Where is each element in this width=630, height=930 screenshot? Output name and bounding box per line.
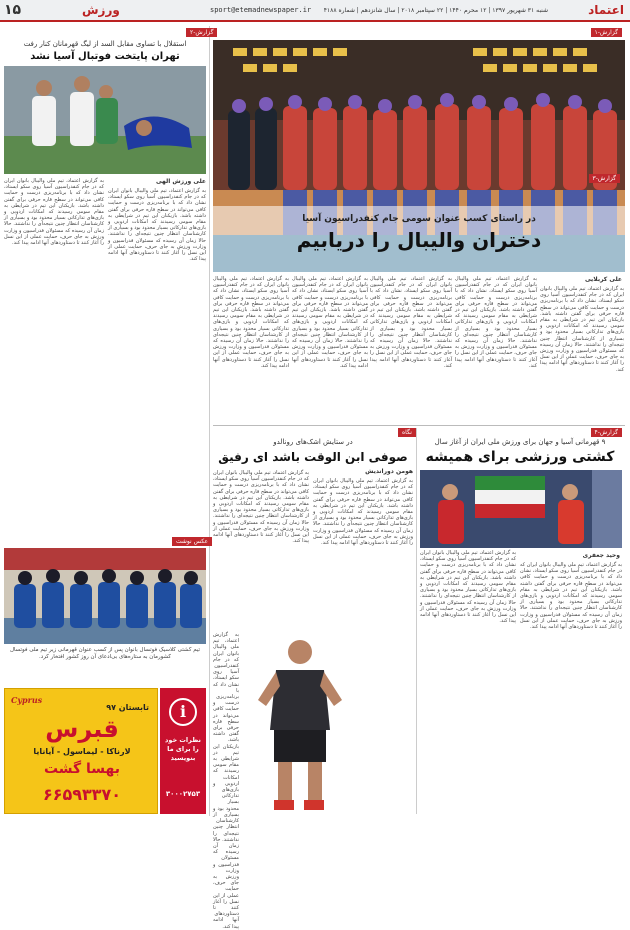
dateline: شنبه ۳۱ شهریور ۱۳۹۷ | ۱۲ محرم ۱۴۴۰ | ۲۲ سپتامبر ۲۰۱۸ | سال شانزدهم | شماره ۴۱۸۸ [323,7,548,14]
wrestling-kicker: ۹ قهرمانی آسیا و جهان برای ورزش ملی ایران از آغاز سال [434,438,606,446]
wrestling-body-col-2: به گزارش اعتماد، تیم ملی والیبال بانوان ایران که در جام کنفدراسیون آسیا روی سکو ایستاد، نشان داد که با برنامه‌ریزی درست و حمایت کافی می‌تواند در سطح قاره حرفی برای گفتن داشته باشد. بازیکنان این تیم در شرایطی به مقام سومی رسیدند که امکانات اردویی و بازی‌های تدارکاتی بسیار محدود بود و بسیاری از کارشناسان انتظار چنین نتیجه‌ای را نداشتند. حالا زمان آن رسیده که مسئولان فدراسیون و وزارت ورزش به جای حرف، حمایت عملی از این نسل را آغاز کنند تا دستاوردهای آنها ادامه پیدا کند. [420,550,516,625]
section-email[interactable]: sport@etemadnewspaper.ir [210,6,312,14]
main-author: علی کربلایی [584,276,622,283]
wrestling-author: وحید جعفری [582,552,620,559]
main-body-col-1: به گزارش اعتماد، تیم ملی والیبال بانوان ایران که در جام کنفدراسیون آسیا روی سکو ایستاد، نشان داد که با برنامه‌ریزی درست و حمایت کافی می‌تواند در سطح قاره حرفی برای گفتن داشته باشد. بازیکنان این تیم در شرایطی به مقام سومی رسیدند که امکانات اردویی و بازی‌های تدارکاتی بسیار محدود بود و بسیاری از کارشناسان انتظار چنین نتیجه‌ای را نداشتند. حالا زمان آن رسیده که مسئولان فدراسیون و وزارت ورزش به جای حرف، حمایت عملی از این نسل را آغاز کنند تا دستاوردهای آنها ادامه پیدا کند. [540,286,624,373]
info-icon: i [169,698,197,726]
left-tag: گزارش-۲ [186,28,217,37]
ad-phone[interactable]: ۶۶۵۹۳۳۷۰ [42,785,122,804]
ad-title: قبرس [45,715,119,743]
section-title: ورزش [82,3,120,17]
feedback-notice-ad[interactable] [160,688,206,814]
football-photo [4,66,206,174]
wrestling-body-col-1: به گزارش اعتماد، تیم ملی والیبال بانوان ایران که در جام کنفدراسیون آسیا روی سکو ایستاد، نشان داد که با برنامه‌ریزی درست و حمایت کافی می‌تواند در سطح قاره حرفی برای گفتن داشته باشد. بازیکنان این تیم در شرایطی به مقام سومی رسیدند که امکانات اردویی و بازی‌های تدارکاتی بسیار محدود بود و بسیاری از کارشناسان انتظار چنین نتیجه‌ای را نداشتند. حالا زمان آن رسیده که مسئولان فدراسیون و وزارت ورزش به جای حرف، حمایت عملی از این نسل را آغاز کنند تا دستاوردهای آنها ادامه پیدا کند. [520,562,622,631]
main-kicker: در راستای کسب عنوان سومی جام کنفدراسیون آسیا [302,214,536,224]
photo-tag: گزارش-۳ [589,174,620,183]
ronaldo-headline: صوفی ابن الوقت باشد ای رفیق [218,450,408,464]
column-divider [209,26,210,816]
wrestling-photo-art [420,470,622,548]
left-body-col-1: به گزارش اعتماد، تیم ملی والیبال بانوان ایران که در جام کنفدراسیون آسیا روی سکو ایستاد، نشان داد که با برنامه‌ریزی درست و حمایت کافی می‌تواند در سطح قاره حرفی برای گفتن داشته باشد. بازیکنان این تیم در شرایطی به مقام سومی رسیدند که امکانات اردویی و بازی‌های تدارکاتی بسیار محدود بود و بسیاری از کارشناسان انتظار چنین نتیجه‌ای را نداشتند. حالا زمان آن رسیده که مسئولان فدراسیون و وزارت ورزش به جای حرف، حمایت عملی از این نسل را آغاز کنند تا دستاوردهای آنها ادامه پیدا کند. [108,188,206,263]
ronaldo-kicker: در ستایش اشک‌های رونالدو [273,438,353,446]
ronaldo-tag: نگاه [398,428,416,437]
wrestling-photo [420,470,622,548]
futsal-photo-art [4,548,206,644]
ronaldo-body-col-2: به گزارش اعتماد، تیم ملی والیبال بانوان ایران که در جام کنفدراسیون آسیا روی سکو ایستاد، نشان داد که با برنامه‌ریزی درست و حمایت کافی می‌تواند در سطح قاره حرفی برای گفتن داشته باشد. بازیکنان این تیم در شرایطی به مقام سومی رسیدند که امکانات اردویی و بازی‌های تدارکاتی بسیار محدود بود و بسیاری از کارشناسان انتظار چنین نتیجه‌ای را نداشتند. حالا زمان آن رسیده که مسئولان فدراسیون و وزارت ورزش به جای حرف، حمایت عملی از این نسل را آغاز کنند تا دستاوردهای آنها ادامه پیدا کند. [213,470,309,545]
page-number: ۱۵ [4,2,22,18]
futsal-tag: عکس نوشت [172,537,212,546]
left-body-col-2: به گزارش اعتماد، تیم ملی والیبال بانوان ایران که در جام کنفدراسیون آسیا روی سکو ایستاد، نشان داد که با برنامه‌ریزی درست و حمایت کافی می‌تواند در سطح قاره حرفی برای گفتن داشته باشد. بازیکنان این تیم در شرایطی به مقام سومی رسیدند که امکانات اردویی و بازی‌های تدارکاتی بسیار محدود بود و بسیاری از کارشناسان انتظار چنین نتیجه‌ای را نداشتند. حالا زمان آن رسیده که مسئولان فدراسیون و وزارت ورزش به جای حرف، حمایت عملی از این نسل را آغاز کنند تا دستاوردهای آنها ادامه پیدا کند. [4,178,104,247]
ad-cities: لارناکا - لیماسول - آیانایا [33,747,131,756]
main-headline: دختران والیبال را دریابیم [296,228,542,252]
story-tag: گزارش-۱ [591,28,622,37]
volleyball-team-photo [213,40,625,272]
wrestling-tag: گزارش-۴ [591,428,622,437]
ronaldo-photo [240,630,360,814]
ad-tagline: تابستان ۹۷ [106,703,149,712]
wrestling-headline: کشتی ورزشی برای همیشه [425,449,615,465]
ad-brand: Cyprus [11,695,43,705]
left-author: علی ورزش الهی [155,178,206,185]
notice-sms[interactable]: ۳۰۰۰۲۷۵۳ [165,790,201,798]
left-headline: تهران پایتخت فوتبال آسیا نشد [30,51,180,62]
column-divider [416,428,417,814]
ronaldo-photo-art [240,630,360,814]
ronaldo-body-col-3: به گزارش اعتماد، تیم ملی والیبال بانوان ایران که در جام کنفدراسیون آسیا روی سکو ایستاد، نشان داد که با برنامه‌ریزی درست و حمایت کافی می‌تواند در سطح قاره حرفی برای گفتن داشته باشد. بازیکنان این تیم در شرایطی به مقام سومی رسیدند که امکانات اردویی و بازی‌های تدارکاتی بسیار محدود بود و بسیاری از کارشناسان انتظار چنین نتیجه‌ای را نداشتند. حالا زمان آن رسیده که مسئولان فدراسیون و وزارت ورزش به جای حرف، حمایت عملی از این نسل را آغاز کنند تا دستاوردهای آنها ادامه پیدا کند. [213,632,239,930]
futsal-team-photo [4,548,206,644]
ronaldo-author: هومن دورانديش [365,468,413,475]
main-body-col-3: به گزارش اعتماد، تیم ملی والیبال بانوان ایران که در جام کنفدراسیون آسیا روی سکو ایستاد، نشان داد که با برنامه‌ریزی درست و حمایت کافی می‌تواند در سطح قاره حرفی برای گفتن داشته باشد. بازیکنان این تیم در شرایطی به مقام سومی رسیدند که امکانات اردویی و بازی‌های تدارکاتی بسیار محدود بود و بسیاری از کارشناسان انتظار چنین نتیجه‌ای را نداشتند. حالا زمان آن رسیده که مسئولان فدراسیون و وزارت ورزش به جای حرف، حمایت عملی از این نسل را آغاز کنند تا دستاوردهای آنها ادامه پیدا کند. [370,276,452,369]
left-kicker: استقلال با تساوی مقابل السد از لیگ قهرمانان کنار رفت [23,40,187,48]
section-divider [213,425,625,426]
football-photo-art [4,66,206,174]
ronaldo-body-col-1: به گزارش اعتماد، تیم ملی والیبال بانوان ایران که در جام کنفدراسیون آسیا روی سکو ایستاد، نشان داد که با برنامه‌ریزی درست و حمایت کافی می‌تواند در سطح قاره حرفی برای گفتن داشته باشد. بازیکنان این تیم در شرایطی به مقام سومی رسیدند که امکانات اردویی و بازی‌های تدارکاتی بسیار محدود بود و بسیاری از کارشناسان انتظار چنین نتیجه‌ای را نداشتند. حالا زمان آن رسیده که مسئولان فدراسیون و وزارت ورزش به جای حرف، حمایت عملی از این نسل را آغاز کنند تا دستاوردهای آنها ادامه پیدا کند. [313,478,413,547]
futsal-caption: تیم کشتی کلاسیک فوتسال بانوان پس از کسب عنوان قهرمانی زیر تیم ملی فوتسال کشورمان به ستاره‌های بی‌ادعای آن روز کشور افتخار کرد. [9,647,201,660]
main-body-col-2: به گزارش اعتماد، تیم ملی والیبال بانوان ایران که در جام کنفدراسیون آسیا روی سکو ایستاد، نشان داد که با برنامه‌ریزی درست و حمایت کافی می‌تواند در سطح قاره حرفی برای گفتن داشته باشد. بازیکنان این تیم در شرایطی به مقام سومی رسیدند که امکانات اردویی و بازی‌های تدارکاتی بسیار محدود بود و بسیاری از کارشناسان انتظار چنین نتیجه‌ای را نداشتند. حالا زمان آن رسیده که مسئولان فدراسیون و وزارت ورزش به جای حرف، حمایت عملی از این نسل را آغاز کنند تا دستاوردهای آنها ادامه پیدا کند. [455,276,537,369]
ad-offer: بهسا گشت [43,761,121,777]
notice-text: نظرات خود را برای ما بنویسید [165,736,201,762]
newspaper-logo: اعتماد [588,3,624,17]
page-header [0,0,630,22]
cyprus-travel-ad[interactable] [4,688,158,814]
main-body-col-5: به گزارش اعتماد، تیم ملی والیبال بانوان ایران که در جام کنفدراسیون آسیا روی سکو ایستاد، نشان داد که با برنامه‌ریزی درست و حمایت کافی می‌تواند در سطح قاره حرفی برای گفتن داشته باشد. بازیکنان این تیم در شرایطی به مقام سومی رسیدند که امکانات اردویی و بازی‌های تدارکاتی بسیار محدود بود و بسیاری از کارشناسان انتظار چنین نتیجه‌ای را نداشتند. حالا زمان آن رسیده که مسئولان فدراسیون و وزارت ورزش به جای حرف، حمایت عملی از این نسل را آغاز کنند تا دستاوردهای آنها ادامه پیدا کند. [213,276,289,369]
main-body-col-4: به گزارش اعتماد، تیم ملی والیبال بانوان ایران که در جام کنفدراسیون آسیا روی سکو ایستاد، نشان داد که با برنامه‌ریزی درست و حمایت کافی می‌تواند در سطح قاره حرفی برای گفتن داشته باشد. بازیکنان این تیم در شرایطی به مقام سومی رسیدند که امکانات اردویی و بازی‌های تدارکاتی بسیار محدود بود و بسیاری از کارشناسان انتظار چنین نتیجه‌ای را نداشتند. حالا زمان آن رسیده که مسئولان فدراسیون و وزارت ورزش به جای حرف، حمایت عملی از این نسل را آغاز کنند تا دستاوردهای آنها ادامه پیدا کند. [292,276,368,369]
